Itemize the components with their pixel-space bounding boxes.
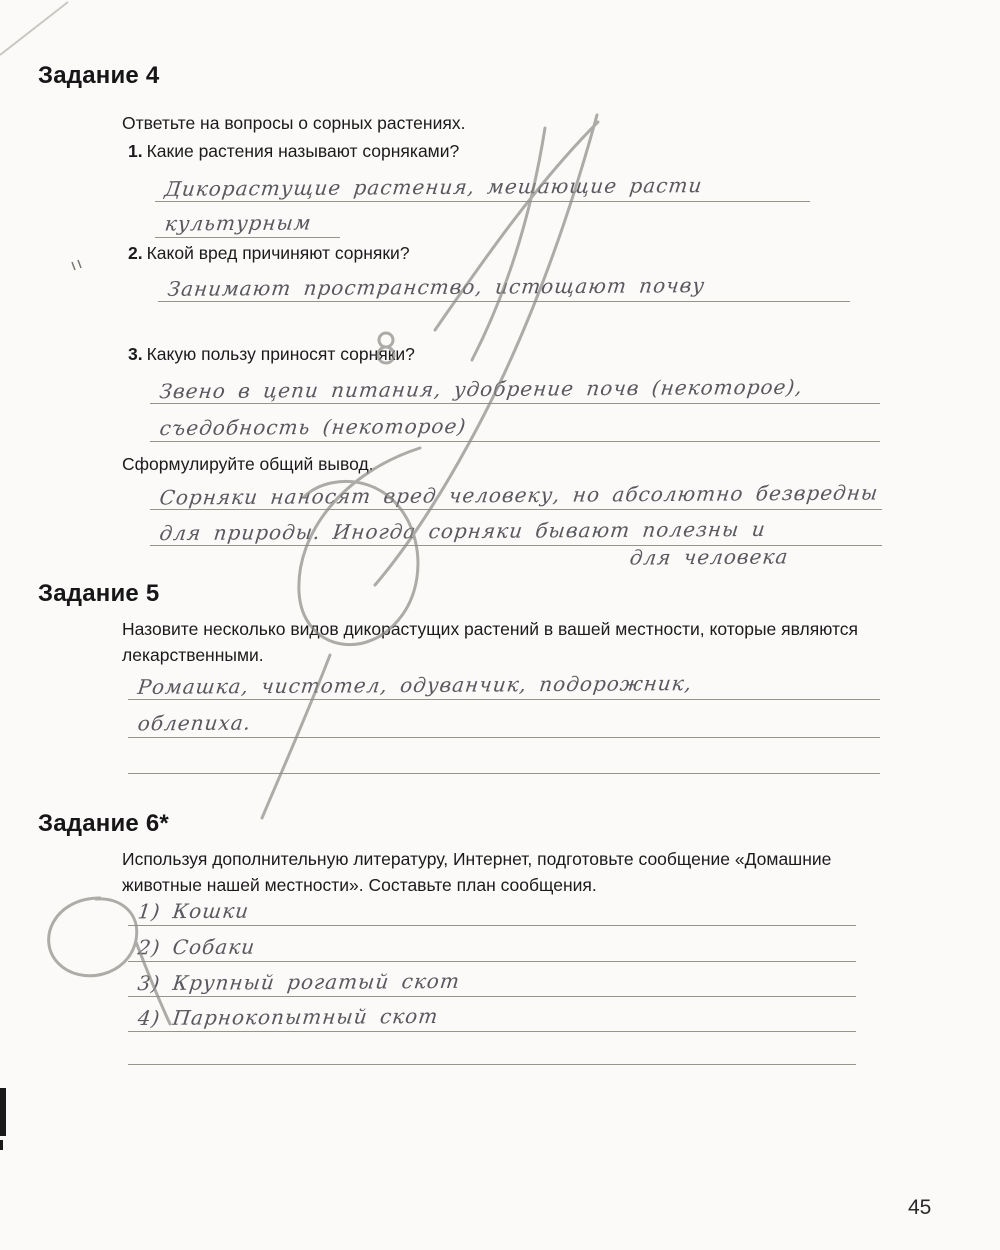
handwritten-answer: Занимают пространство, истощают почву	[166, 273, 707, 301]
handwritten-answer: съедобность (некоторое)	[158, 413, 468, 441]
answer-line	[150, 406, 880, 442]
task4-conclusion-label: Сформулируйте общий вывод.	[122, 454, 374, 474]
answer-line	[128, 999, 856, 1032]
answer-line	[128, 964, 856, 997]
answer-line	[128, 660, 880, 700]
task5-intro: Назовите несколько видов дикорастущих растений в вашей местности, которые являются лекарственными.	[122, 619, 858, 666]
scan-artifact-line	[0, 2, 68, 55]
task4-title: Задание 4	[38, 62, 160, 89]
answer-line	[155, 162, 810, 202]
question-number: 2.	[128, 243, 143, 263]
answer-line	[128, 928, 856, 962]
handwritten-list-item: 1) Кошки	[136, 898, 251, 924]
handwritten-answer: культурным	[163, 210, 314, 236]
question-text: Какие растения называют сорняками?	[146, 141, 460, 161]
answer-line	[150, 362, 880, 404]
task4-question-2	[128, 243, 410, 264]
handwritten-answer: Дикорастущие растения, мешающие расти	[163, 173, 704, 201]
scan-edge-mark	[0, 1140, 3, 1150]
answer-line	[155, 204, 340, 238]
page-number: 45	[908, 1196, 932, 1219]
handwritten-answer: Ромашка, чистотел, одуванчик, подорожник,	[136, 671, 694, 699]
handwritten-list-item: 2) Собаки	[136, 934, 257, 960]
answer-line-empty	[128, 1034, 856, 1065]
task6-intro: Используя дополнительную литературу, Интернет, подготовьте сообщение «Домашние животные нашей местности». Составьте план сообщения.	[122, 849, 832, 896]
question-text: Какой вред причиняют сорняки?	[146, 243, 410, 263]
handwritten-answer: облепиха.	[136, 710, 253, 736]
handwritten-answer: Звено в цепи питания, удобрение почв (некоторое),	[158, 374, 805, 404]
answer-line	[150, 472, 882, 510]
question-text: Какую пользу приносят сорняки?	[146, 344, 415, 364]
handwritten-conclusion: Сорняки наносят вред человеку, но абсолютно безвредны	[158, 480, 880, 510]
question-number: 3.	[128, 344, 143, 364]
task4-question-1	[128, 141, 459, 162]
handwritten-list-item: 3) Крупный рогатый скот	[136, 968, 462, 996]
handwritten-list-item: 4) Парнокопытный скот	[136, 1003, 440, 1031]
answer-line	[150, 512, 882, 546]
task5-title: Задание 5	[38, 580, 160, 607]
answer-line	[158, 262, 850, 302]
task4-intro: Ответьте на вопросы о сорных растениях.	[122, 113, 466, 133]
scan-edge-mark	[0, 1088, 6, 1136]
question-number: 1.	[128, 141, 143, 161]
answer-line	[128, 702, 880, 738]
scan-artifact-mark	[72, 260, 81, 270]
answer-line-empty	[128, 740, 880, 774]
task6-title: Задание 6*	[38, 810, 169, 837]
handwritten-conclusion: для природы. Иногда сорняки бывают полезны и	[158, 516, 768, 546]
answer-line	[128, 888, 856, 926]
handwritten-conclusion-overflow: для человека	[628, 544, 790, 570]
